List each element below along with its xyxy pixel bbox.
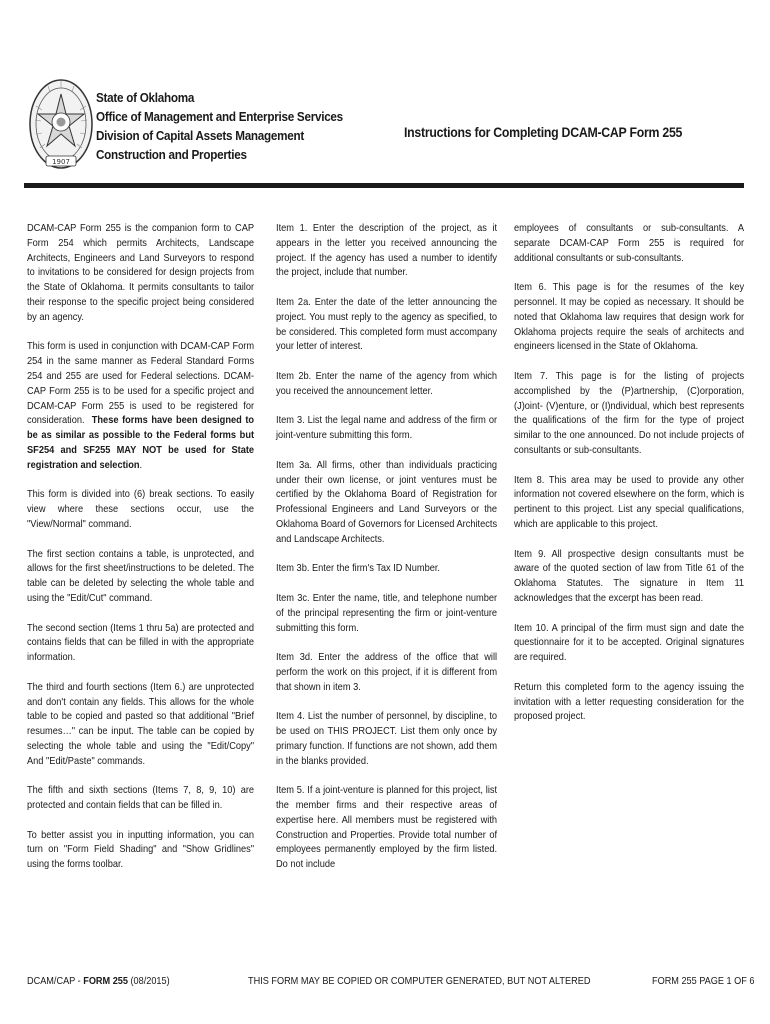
paragraph: The third and fourth sections (Item 6.) are unprotected and don't contain any fields. This allows for the whole table to be copied and pasted so that additional "Brief resumes…" can be input. The table can be copied by selecting the whole table and using the "Edit/Copy" And "Edit/Paste" commands. [27,681,255,767]
footer-page-number: FORM 255 PAGE 1 OF 6 [652,976,755,987]
column-intro [27,222,254,888]
column-items-6-10 [514,222,744,740]
item-5: Item 5. If a joint-venture is planned for this project, list the member firms and their respective areas of expertise here. All members must be registered with Construction and Properties. Provide total number of employees permanently employed by the firm listed. Do not include [276,785,498,871]
item-2b: Item 2b. Enter the name of the agency from which you received the announcement letter. [276,370,498,397]
agency-line-construction: Construction and Properties [96,147,247,162]
item-8: Item 8. This area may be used to provide any other information not covered elsewhere on the form, which is pertinent to this project. List any special qualifications, which are applicable to this project. [514,474,745,530]
paragraph-text: . [139,459,143,471]
agency-line-office: Office of Management and Enterprise Services [96,109,343,124]
footer-copy-notice: THIS FORM MAY BE COPIED OR COMPUTER GENERATED, BUT NOT ALTERED [248,976,591,987]
paragraph: The second section (Items 1 thru 5a) are protected and contains fields that can be filled in with the appropriate information. [27,622,255,664]
item-4: Item 4. List the number of personnel, by discipline, to be used on THIS PROJECT. List them only once by primary function. If functions are not shown, add them in the blanks provided. [276,711,498,767]
paragraph [27,340,254,473]
agency-line-division: Division of Capital Assets Management [96,128,305,143]
footer-prefix: DCAM/CAP - [27,976,84,987]
item-7: Item 7. This page is for the listing of projects accomplished by the (P)artnership, (C)orporation, (J)oint- (V)enture, or (I)ndividual, which best represents the qualifications of the firm for the type of project similar to the one announced. Do not include projects of consultants or sub-consultants. [514,370,745,456]
item-5-continued: employees of consultants or sub-consultants. A separate DCAM-CAP Form 255 is required for additional consultants or sub-consultants. [514,223,745,264]
paragraph: DCAM-CAP Form 255 is the companion form to CAP Form 254 which permits Architects, Landscape Architects, Engineers and Land Surveyors to respond to invitations to be considered for design projects from the State of Oklahoma. It permits consultants to tailor their response to the specific project being considered by an agency. [27,223,255,323]
footer-date: (08/2015) [127,976,170,987]
item-2a: Item 2a. Enter the date of the letter announcing the project. You must reply to the agency as specified, to be considered. This completed form must accompany your letter of interest. [276,296,498,353]
footer-form-id [27,976,170,987]
item-3d: Item 3d. Enter the address of the office that will perform the work on this project, if it is different from that shown in item 3. [276,652,498,693]
agency-block [96,88,370,164]
seal-graphic [28,76,94,186]
bold-notice: These forms have been designed to be as similar as possible to the Federal forms but SF254 and SF255 MAY NOT be used for State registration and selection [27,415,255,471]
paragraph: The fifth and sixth sections (Items 7, 8, 9, 10) are protected and contain fields that can be filled in. [27,785,255,812]
agency-line-state: State of Oklahoma [96,90,195,105]
paragraph: This form is divided into (6) break sections. To easily view where these sections occur, use the "View/Normal" command. [27,489,255,530]
paragraph-text: This form is used in conjunction with DCAM-CAP Form 254 in the same manner as Federal Standard Forms 254 and 255 are used for Federal selections. DCAM-CAP Form 255 is to be used for a specific project and DCAM-CAP Form 255 is used to be registered for consideration. [27,341,255,427]
item-1: Item 1. Enter the description of the project, as it appears in the letter you received announcing the project. If the agency has used a number to identify the project, include that number. [276,223,498,279]
item-3c: Item 3c. Enter the name, title, and telephone number of the principal representing the firm or joint-venture submitting this form. [276,592,498,634]
paragraph: To better assist you in inputting information, you can turn on "Form Field Shading" and "Show Gridlines" using the forms toolbar. [27,829,255,871]
item-3b: Item 3b. Enter the firm's Tax ID Number. [276,563,441,575]
state-seal-logo [28,76,94,186]
item-3: Item 3. List the legal name and address of the firm or joint-venture submitting this form. [276,415,498,442]
item-3a: Item 3a. All firms, other than individuals practicing under their own license, or joint ventures must be certified by the Oklahoma Board of Registration for Professional Engineers and Land Surveyors or the Oklahoma Board of Governors for Licensed Architects and Landscape Architects. [276,459,498,545]
paragraph: The first section contains a table, is unprotected, and allows for the first sheet/instructions to be deleted. The table can be deleted by selecting the whole table and using the "Edit/Cut" command. [27,548,255,604]
seal-year: 1907 [52,158,70,166]
form-title: Instructions for Completing DCAM-CAP Form 255 [404,124,683,140]
column-items-1-5 [276,222,497,888]
header-divider [24,183,744,188]
return-instructions: Return this completed form to the agency issuing the invitation with a letter requesting consideration for the proposed project. [514,681,745,723]
item-10: Item 10. A principal of the firm must sign and date the questionnaire for it to be accepted. Original signatures are required. [514,622,745,664]
footer-form-number: FORM 255 [83,976,128,987]
item-6: Item 6. This page is for the resumes of the key personnel. It may be copied as necessary. It should be noted that Oklahoma law requires that design work for Oklahoma projects require the seals of architects and engineers licensed in the State of Oklahoma. [514,282,745,353]
item-9: Item 9. All prospective design consultants must be aware of the quoted section of law from Title 61 of the Oklahoma Statutes. The signature in Item 11 acknowledges that the excerpt has been read. [514,548,745,604]
